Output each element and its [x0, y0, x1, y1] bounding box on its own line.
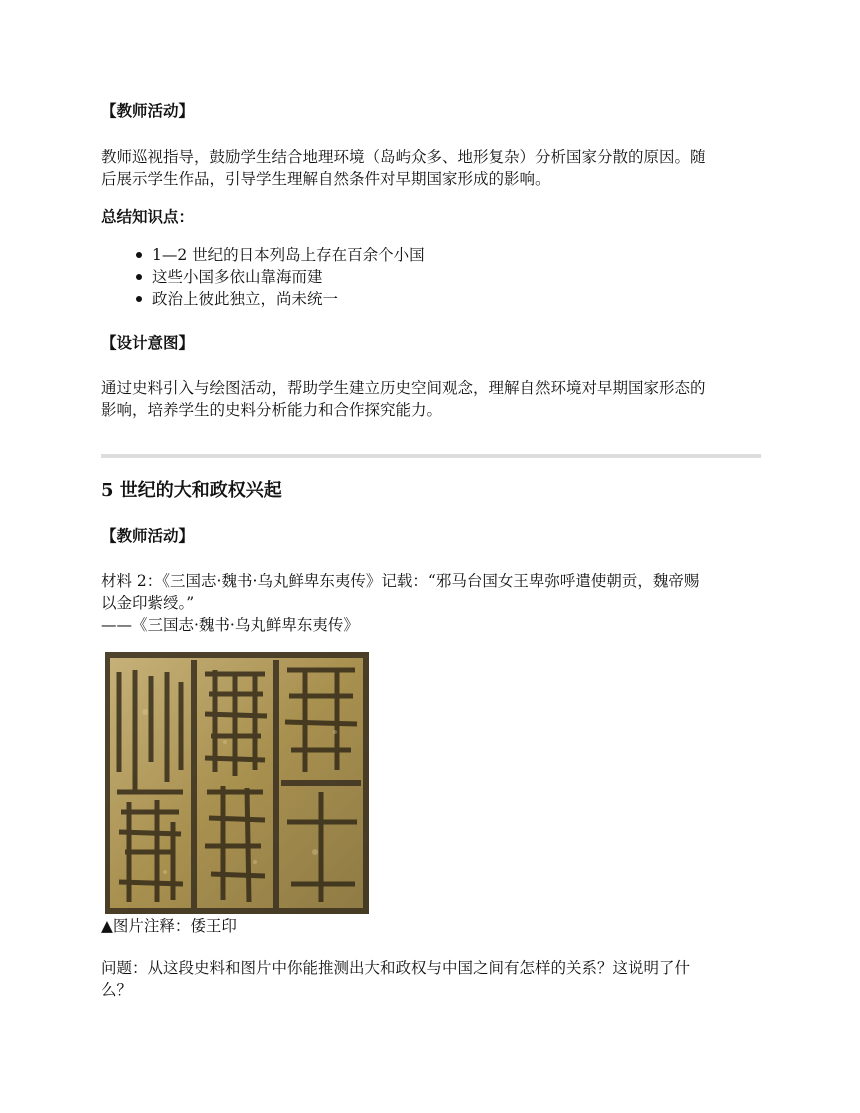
section-title: 5 世纪的大和政权兴起	[101, 480, 282, 501]
summary-list	[101, 244, 425, 310]
seal-impression-icon	[105, 652, 369, 914]
teacher-activity-paragraph	[101, 146, 761, 190]
design-intent-heading: 【设计意图】	[101, 333, 195, 352]
list-item: 政治上彼此独立，尚未统一	[101, 288, 425, 310]
paragraph-line: 么？	[101, 981, 133, 999]
list-item: 这些小国多依山靠海而建	[101, 266, 425, 288]
paragraph-line: 以金印紫绶。”	[101, 594, 195, 612]
teacher-activity-heading: 【教师活动】	[101, 526, 195, 545]
bullet-icon	[136, 274, 142, 280]
material-paragraph	[101, 570, 761, 636]
summary-heading: 总结知识点：	[101, 207, 195, 226]
image-caption: ▲图片注释：倭王印	[101, 917, 237, 935]
paragraph-line: 通过史料引入与绘图活动，帮助学生建立历史空间观念，理解自然环境对早期国家形态的	[101, 379, 706, 397]
paragraph-line: 教师巡视指导，鼓励学生结合地理环境（岛屿众多、地形复杂）分析国家分散的原因。随	[101, 148, 706, 166]
teacher-activity-heading: 【教师活动】	[101, 101, 195, 120]
wa-king-seal-image	[105, 652, 369, 914]
paragraph-line: 影响，培养学生的史料分析能力和合作探究能力。	[101, 401, 443, 419]
source-citation: ——《三国志·魏书·乌丸鲜卑东夷传》	[101, 616, 359, 634]
section-divider	[101, 454, 761, 458]
paragraph-line: 材料 2：《三国志·魏书·乌丸鲜卑东夷传》记载：“邪马台国女王卑弥呼遣使朝贡，魏帝赐	[101, 572, 700, 590]
paragraph-line: 后展示学生作品，引导学生理解自然条件对早期国家形成的影响。	[101, 170, 551, 188]
question-paragraph	[101, 957, 761, 1001]
list-item: 1—2 世纪的日本列岛上存在百余个小国	[101, 244, 425, 266]
design-intent-paragraph	[101, 377, 761, 421]
bullet-icon	[136, 296, 142, 302]
paragraph-line: 问题：从这段史料和图片中你能推测出大和政权与中国之间有怎样的关系？这说明了什	[101, 959, 691, 977]
bullet-icon	[136, 252, 142, 258]
